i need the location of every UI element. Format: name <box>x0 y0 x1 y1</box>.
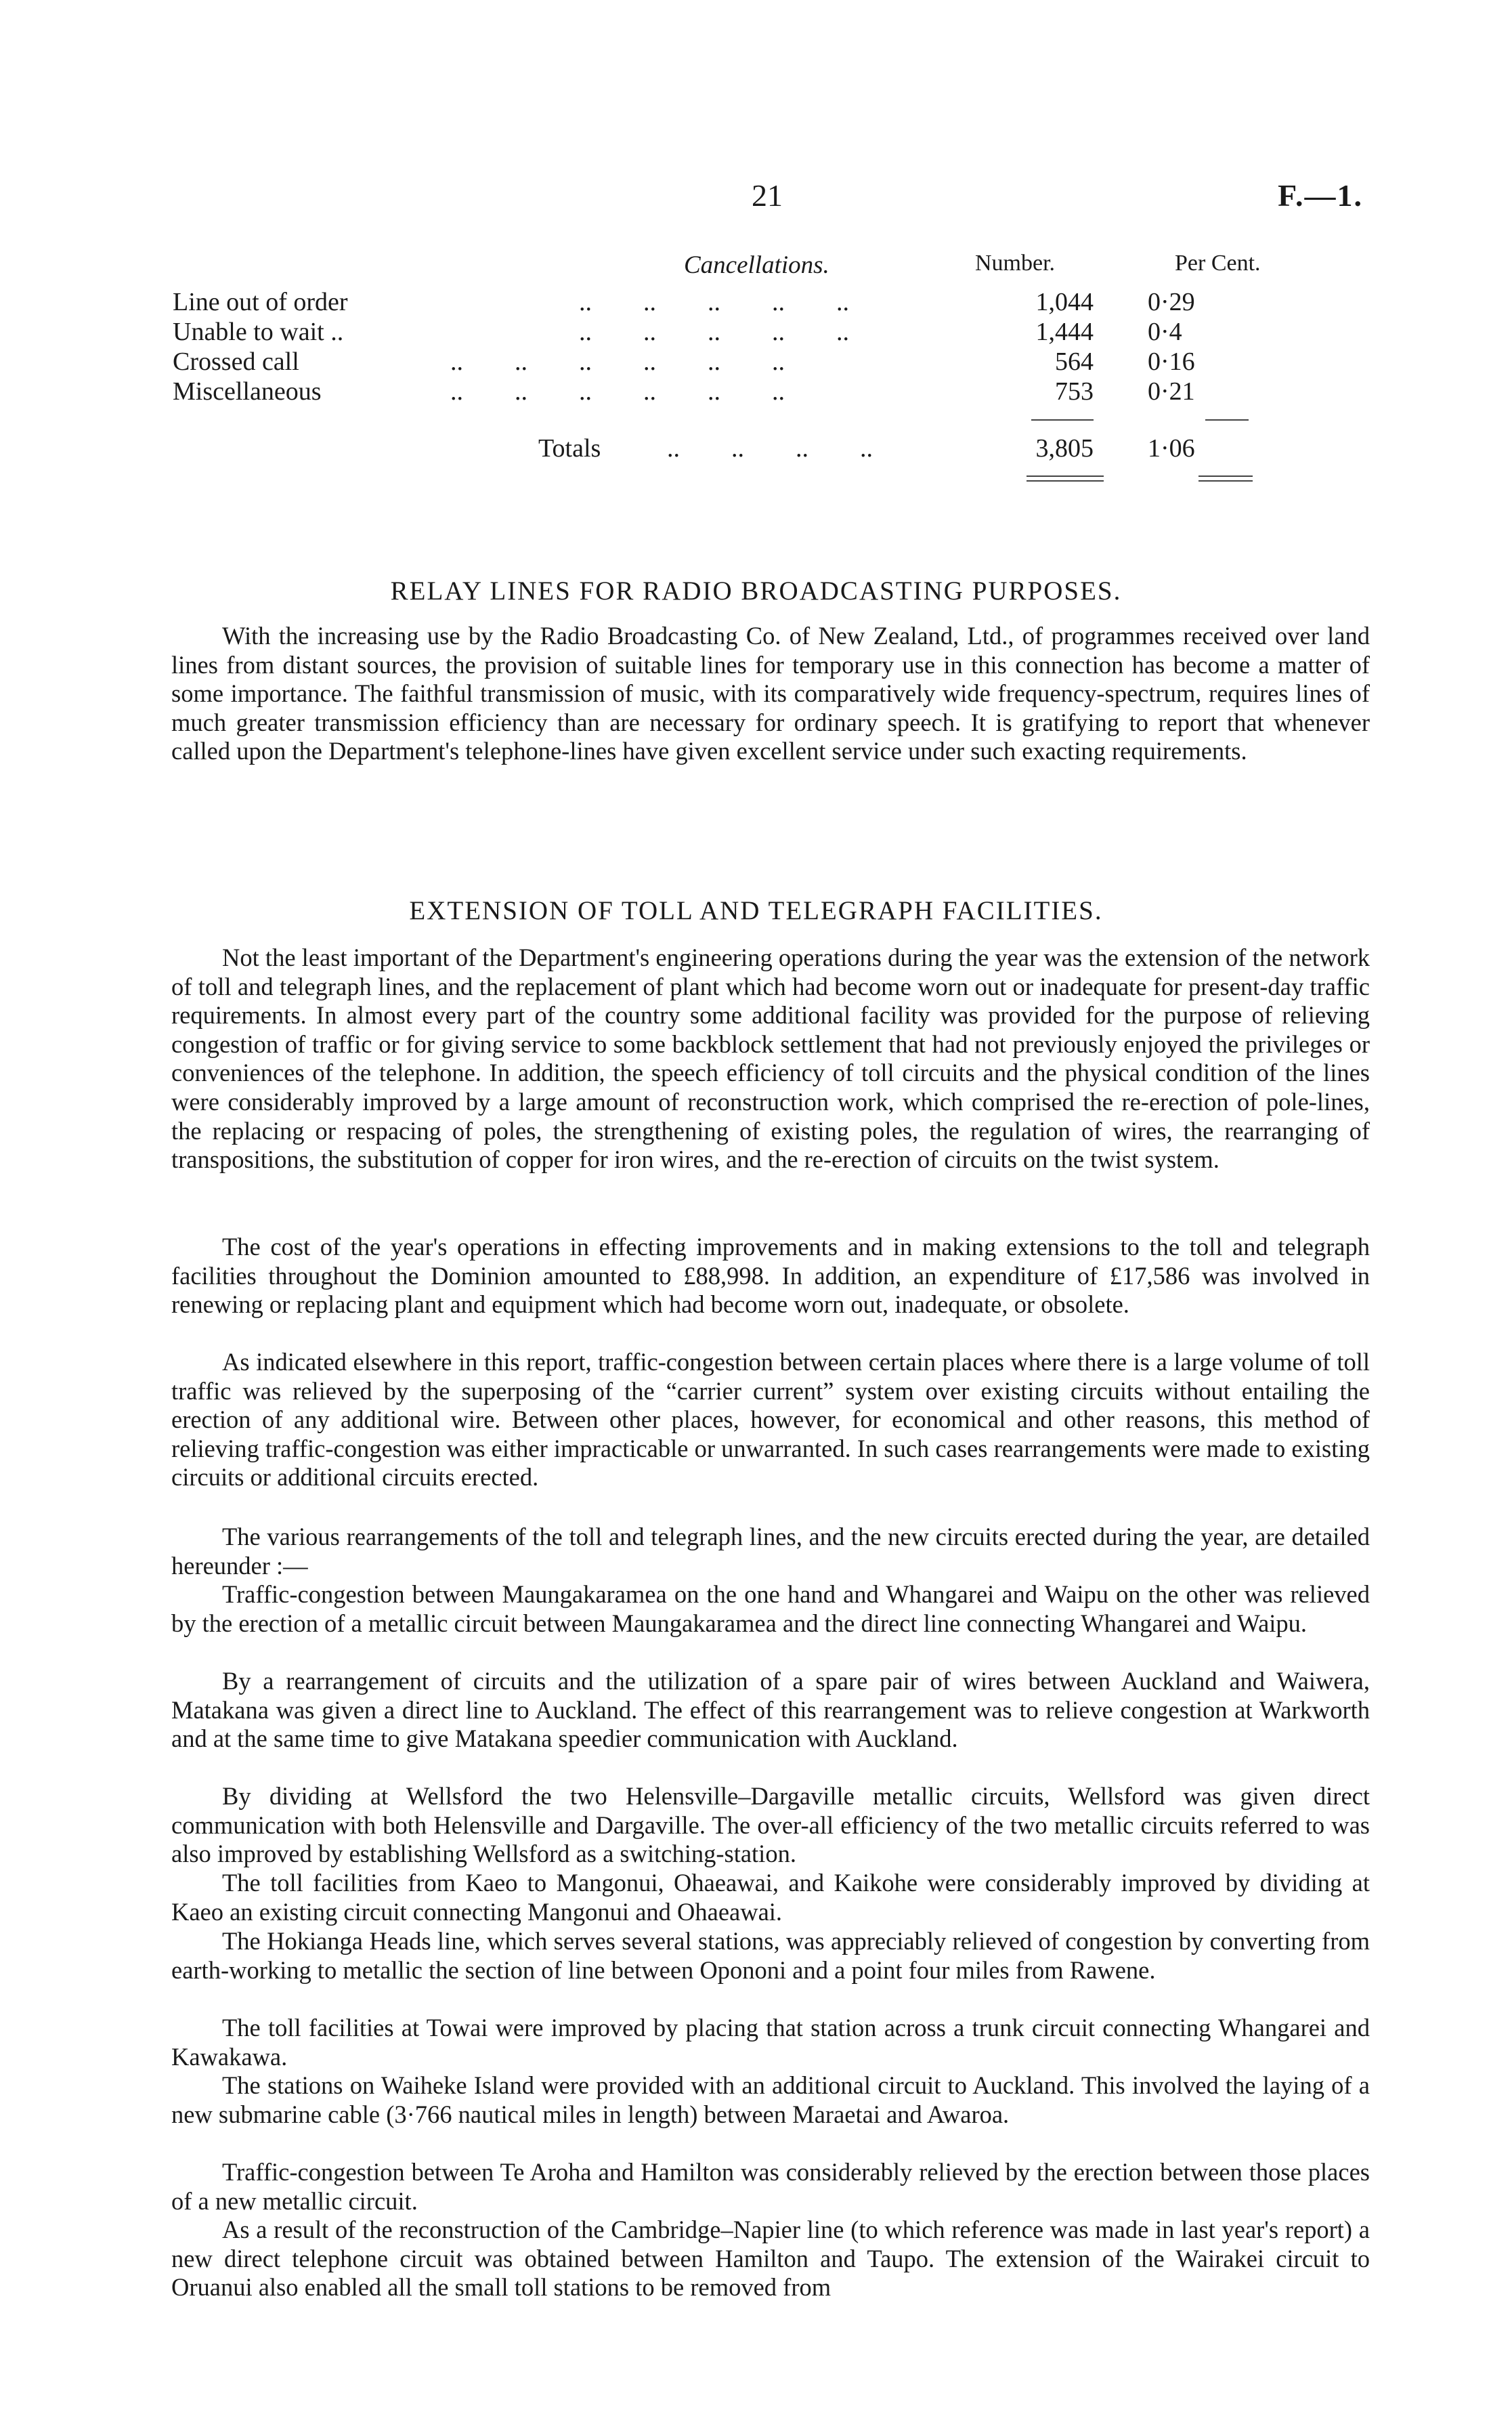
leader-dots: .. .. .. .. .. <box>579 318 849 346</box>
total-double-rule-number <box>1027 475 1104 482</box>
paragraph: The toll facilities at Towai were improved by placing that station across a trunk circuit connecting Whangarei and Kawakawa. <box>171 2014 1370 2071</box>
row-number: 753 <box>1055 377 1094 406</box>
leader-dots: .. .. .. .. .. .. <box>450 377 785 406</box>
page-number: 21 <box>752 178 783 213</box>
paragraph: Not the least important of the Department's engineering operations during the year was the extension of the network of toll and telegraph lines, and the replacement of plant which had become worn out or inadequate for present-day traffic requirements. In almost every part of the country some additional facility was provided for the purpose of relieving congestion of traffic or for giving service to some backblock settlement that had not previously enjoyed the privileges or conveniences of the telephone. In addition, the speech efficiency of toll circuits and the physical condition of the lines were considerably improved by a large amount of reconstruction work, which comprised the re-erection of pole-lines, the replacing or respacing of poles, the strengthening of existing poles, the regulation of wires, the rearranging of transpositions, the substitution of copper for iron wires, and the re-erection of circuits on the twist system. <box>171 944 1370 1174</box>
paragraph: The stations on Waiheke Island were provided with an additional circuit to Auckland. This involved the laying of a new submarine cable (3·766 nautical miles in length) between Maraetai and Awaroa. <box>171 2071 1370 2128</box>
document-reference: F.—1. <box>1278 178 1363 213</box>
paragraph: As a result of the reconstruction of the Cambridge–Napier line (to which reference was made in last year's report) a new direct telephone circuit was obtained between Hamilton and Taupo. The extension of the Wairakei circuit to Oruanui also enabled all the small toll stations to be removed from <box>171 2216 1370 2302</box>
column-header-number: Number. <box>975 251 1056 276</box>
subtotal-rule-percent <box>1205 419 1249 421</box>
section-heading-extension: EXTENSION OF TOLL AND TELEGRAPH FACILITIES. <box>409 896 1103 925</box>
paragraph: The cost of the year's operations in effecting improvements and in making extensions to the toll and telegraph facilities throughout the Dominion amounted to £88,998. In addition, an expenditure of £17,586 was involved in renewing or replacing plant and equipment which had become worn out, inadequate, or obsolete. <box>171 1233 1370 1319</box>
paragraph: Traffic-congestion between Te Aroha and Hamilton was considerably relieved by the erection between those places of a new metallic circuit. <box>171 2158 1370 2215</box>
row-percent: 0·4 <box>1148 318 1182 346</box>
row-percent: 0·21 <box>1148 377 1195 406</box>
paragraph: The Hokianga Heads line, which serves several stations, was appreciably relieved of congestion by converting from earth-working to metallic the section of line between Opononi and a point four miles from Rawene. <box>171 1927 1370 1984</box>
table-row <box>173 287 1270 317</box>
totals-number: 3,805 <box>1035 434 1094 463</box>
subtotal-rule-number <box>1031 419 1094 421</box>
table-row <box>173 347 1270 377</box>
total-double-rule-percent <box>1198 475 1253 482</box>
paragraph: By a rearrangement of circuits and the utilization of a spare pair of wires between Auckland and Waiwera, Matakana was given a direct line to Auckland. The effect of this rearrangement was to relieve congestion at Warkworth and at the same time to give Matakana speedier communication with Auckland. <box>171 1667 1370 1753</box>
row-percent: 0·16 <box>1148 347 1195 376</box>
totals-row <box>173 433 1270 463</box>
row-number: 564 <box>1055 347 1094 376</box>
leader-dots: .. .. .. .. .. <box>579 288 849 316</box>
column-header-percent: Per Cent. <box>1175 251 1261 276</box>
leader-dots: .. .. .. .. .. .. <box>450 347 785 376</box>
table-row <box>173 317 1270 347</box>
leader-dots: .. .. .. .. <box>667 434 873 463</box>
paragraph: Traffic-congestion between Maungakaramea on the one hand and Whangarei and Waipu on the other was relieved by the erection of a metallic circuit between Maungakaramea and the direct line connecting Whangarei and Waipu. <box>171 1580 1370 1637</box>
row-number: 1,444 <box>1035 318 1094 346</box>
totals-percent: 1·06 <box>1148 434 1195 463</box>
row-label: Miscellaneous <box>173 377 322 406</box>
paragraph: As indicated elsewhere in this report, traffic-congestion between certain places where there is a large volume of toll traffic was relieved by the superposing of the “carrier current” system over existing circuits without entailing the erection of any additional wire. Between other places, however, for economical and other reasons, this method of relieving traffic-congestion was either impracticable or unwarranted. In such cases rearrangements were made to existing circuits or additional circuits erected. <box>171 1348 1370 1491</box>
row-label: Unable to wait .. <box>173 318 344 346</box>
paragraph: By dividing at Wellsford the two Helensville–Dargaville metallic circuits, Wellsford was given direct communication with both Helensville and Dargaville. The over-all efficiency of the two metallic circuits referred to was also improved by establishing Wellsford as a switching-station. <box>171 1782 1370 1868</box>
totals-label: Totals <box>538 434 601 463</box>
table-title: Cancellations. <box>684 251 829 279</box>
paragraph: The toll facilities from Kaeo to Mangonui, Ohaeawai, and Kaikohe were considerably improved by dividing at Kaeo an existing circuit connecting Mangonui and Ohaeawai. <box>171 1869 1370 1926</box>
row-number: 1,044 <box>1035 288 1094 316</box>
row-label: Crossed call <box>173 347 299 376</box>
table-row <box>173 377 1270 406</box>
row-percent: 0·29 <box>1148 288 1195 316</box>
paragraph: With the increasing use by the Radio Broadcasting Co. of New Zealand, Ltd., of programmes received over land lines from distant sources, the provision of suitable lines for temporary use in this connection has become a matter of some importance. The faithful transmission of music, with its comparatively wide frequency-spectrum, requires lines of much greater transmission efficiency than are necessary for ordinary speech. It is gratifying to report that whenever called upon the Department's telephone-lines have given excellent service under such exacting requirements. <box>171 622 1370 765</box>
row-label: Line out of order <box>173 288 348 316</box>
paragraph: The various rearrangements of the toll and telegraph lines, and the new circuits erected during the year, are detailed hereunder :— <box>171 1523 1370 1580</box>
section-heading-relay-lines: RELAY LINES FOR RADIO BROADCASTING PURPOSES. <box>390 576 1122 606</box>
